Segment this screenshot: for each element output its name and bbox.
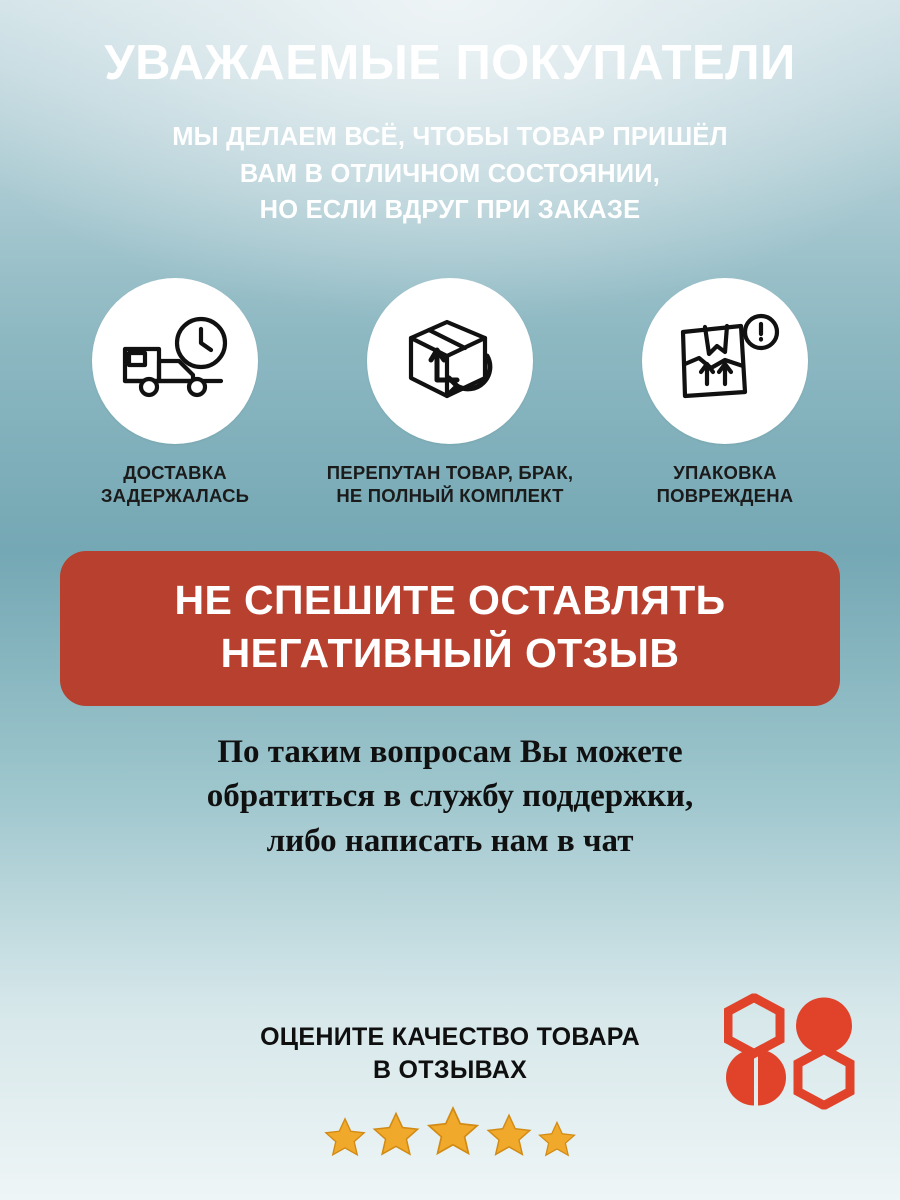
truck-clock-icon [115, 309, 235, 413]
icon-badge [642, 278, 808, 444]
star-icon[interactable] [484, 1110, 534, 1160]
footer-row [20, 1021, 880, 1089]
issue-caption [327, 461, 573, 507]
rate-line-1: ОЦЕНИТЕ КАЧЕСТВО ТОВАРА [260, 1022, 640, 1051]
issue-icon-row [40, 278, 860, 507]
issue-caption-line-1: УПАКОВКА [673, 462, 777, 484]
issue-caption [657, 461, 794, 507]
page-title: УВАЖАЕМЫЕ ПОКУПАТЕЛИ [104, 36, 796, 90]
subheading-line-3: НО ЕСЛИ ВДРУГ ПРИ ЗАКАЗЕ [259, 195, 641, 224]
support-line-1: По таким вопросам Вы можете [217, 734, 683, 771]
brand-hex-logo-icon [724, 994, 856, 1110]
issue-caption-line-2: НЕ ПОЛНЫЙ КОМПЛЕКТ [336, 485, 564, 507]
issue-item-delivery-delayed [40, 278, 310, 507]
issue-caption-line-2: ПОВРЕЖДЕНА [656, 485, 794, 507]
icon-badge [92, 278, 258, 444]
issue-item-wrong-or-defective [315, 278, 585, 507]
issue-item-damaged-package [590, 278, 860, 507]
issue-caption-line-1: ДОСТАВКА [123, 462, 227, 484]
warning-banner-line-1: НЕ СПЕШИТЕ ОСТАВЛЯТЬ [174, 577, 726, 624]
star-icon[interactable] [370, 1108, 422, 1160]
warning-banner-line-2: НЕГАТИВНЫЙ ОТЗЫВ [220, 629, 680, 676]
rate-call-to-action [260, 1021, 640, 1089]
subheading-line-2: ВАМ В ОТЛИЧНОМ СОСТОЯНИИ, [239, 159, 661, 188]
support-line-3: либо написать нам в чат [266, 822, 634, 859]
box-return-arrow-icon [391, 308, 509, 414]
damaged-package-icon [665, 308, 785, 414]
support-message [70, 730, 830, 863]
star-rating[interactable] [322, 1102, 578, 1160]
subheading-line-1: МЫ ДЕЛАЕМ ВСЁ, ЧТОБЫ ТОВАР ПРИШЁЛ [172, 123, 728, 152]
icon-badge [367, 278, 533, 444]
brand-logo [724, 994, 856, 1115]
issue-caption-line-2: ЗАДЕРЖАЛАСЬ [100, 485, 250, 507]
rate-line-2: В ОТЗЫВАХ [372, 1056, 528, 1085]
support-line-2: обратиться в службу поддержки, [206, 778, 694, 815]
issue-caption [101, 461, 249, 507]
star-icon[interactable] [424, 1102, 482, 1160]
subheading [172, 119, 728, 228]
issue-caption-line-1: ПЕРЕПУТАН ТОВАР, БРАК, [326, 462, 574, 484]
warning-banner [60, 551, 840, 706]
footer [0, 1021, 900, 1161]
star-icon[interactable] [536, 1118, 578, 1160]
star-icon[interactable] [322, 1114, 368, 1160]
